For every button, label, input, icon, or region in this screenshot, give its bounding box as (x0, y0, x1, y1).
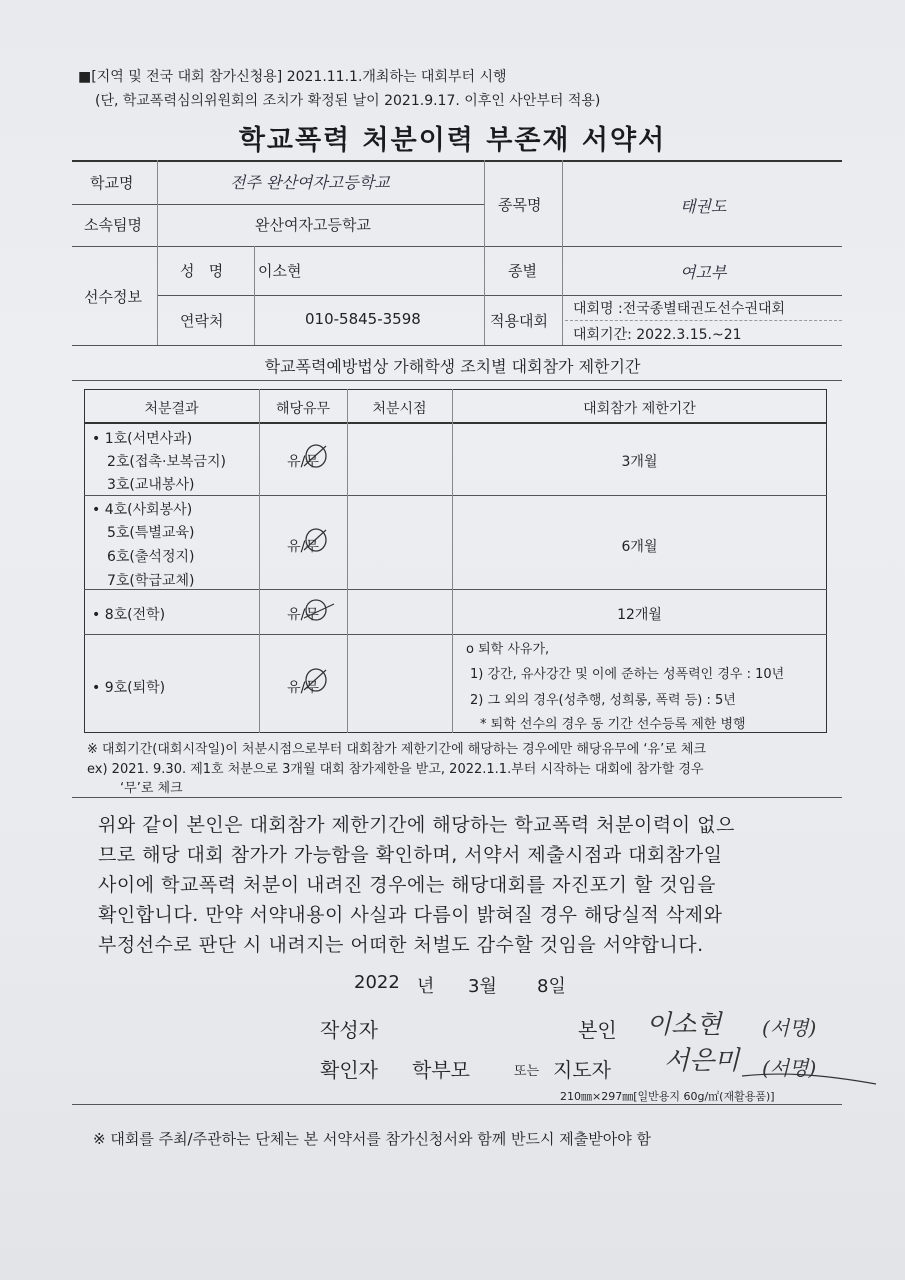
date-year-unit: 년 (417, 976, 435, 997)
col-header-period: 대회참가 제한기간 (583, 401, 696, 417)
event-period: 대회기간: 2022.3.15.~21 (573, 327, 742, 343)
name-value: 이소현 (258, 262, 302, 280)
info-row-divider-2 (72, 246, 842, 247)
row1-item-2: 2호(접촉·보복금지) (107, 454, 226, 470)
self-label: 본인 (578, 1018, 617, 1042)
row3-check-mark (300, 594, 340, 624)
self-signature: 이소현 (646, 1010, 722, 1040)
restriction-header-divider (84, 422, 827, 424)
event-dotted-divider (565, 320, 842, 321)
team-label: 소속팀명 (84, 216, 142, 234)
contact-label: 연락처 (180, 312, 224, 330)
pledge-line-5: 부정선수로 판단 시 내려지는 어떠한 처벌도 감수할 것임을 서약합니다. (98, 934, 704, 956)
author-label: 작성자 (320, 1018, 378, 1042)
info-col-1 (157, 160, 158, 345)
paper-spec: 210㎜×297㎜[일반용지 60g/㎡(재활용품)] (560, 1090, 775, 1103)
pledge-line-3: 사이에 학교폭력 처분이 내려진 경우에는 해당대회를 자진포기 할 것임을 (98, 874, 716, 896)
row3-period: 12개월 (617, 607, 662, 623)
col-header-result: 처분결과 (144, 401, 199, 417)
header-line-2: (단, 학교폭력심의위원회의 조치가 확정된 날이 2021.9.17. 이후인 사안부터 적용) (95, 93, 601, 109)
event-label: 적용대회 (490, 312, 548, 330)
note-line-2: ex) 2021. 9.30. 제1호 처분으로 3개월 대회 참가제한을 받고, 2022.1.1.부터 시작하는 대회에 참가할 경우 (87, 762, 704, 777)
row4-period-line-1: o 퇴학 사유가, (466, 642, 550, 657)
coach-label: 지도자 (553, 1058, 611, 1082)
restriction-col-2 (347, 389, 348, 733)
info-col-4 (562, 160, 563, 345)
coach-seal: (서명) (762, 1056, 817, 1080)
category-label: 종별 (508, 262, 537, 280)
coach-signature: 서은미 (664, 1046, 740, 1076)
info-col-2 (254, 246, 255, 345)
restriction-col-3 (452, 389, 453, 733)
confirm-label: 확인자 (320, 1058, 378, 1082)
row4-status: 유/무 (287, 680, 319, 696)
or-label: 또는 (514, 1064, 540, 1079)
info-bottom-border (72, 345, 842, 346)
row2-check-mark (300, 524, 334, 554)
col-header-applicable: 해당유무 (275, 401, 331, 417)
footer-divider (72, 1104, 842, 1105)
notes-bottom-border (72, 797, 842, 798)
row4-check-mark (300, 664, 334, 694)
row2-item-3: 6호(출석정지) (107, 549, 195, 565)
pledge-line-4: 확인합니다. 만약 서약내용이 사실과 다름이 밝혀질 경우 해당실적 삭제와 (98, 904, 723, 926)
row4-item-1: • 9호(퇴학) (92, 680, 166, 696)
restriction-title-underline (72, 380, 842, 381)
row3-item-1: • 8호(전학) (92, 607, 166, 623)
row1-item-3: 3호(교내봉사) (107, 477, 195, 493)
restriction-row-divider-2 (84, 589, 827, 590)
info-row-divider-3 (157, 295, 842, 296)
category-value: 여고부 (680, 263, 727, 282)
row2-item-4: 7호(학급교체) (107, 573, 195, 589)
row2-item-1: • 4호(사회봉사) (92, 502, 193, 518)
header-line-1: ■[지역 및 전국 대회 참가신청용] 2021.11.1.개최하는 대회부터 시행 (78, 69, 507, 85)
event-name: 대회명 :전국종별태권도선수권대회 (573, 301, 786, 317)
row4-period-line-4: * 퇴학 선수의 경우 동 기간 선수등록 제한 병행 (480, 717, 746, 732)
row2-status: 유/무 (287, 539, 319, 555)
col-header-timing: 처분시점 (372, 401, 427, 417)
team-value: 완산여자고등학교 (255, 216, 371, 234)
date-day: 8일 (537, 976, 566, 997)
restriction-title: 학교폭력예방법상 가해학생 조치별 대회참가 제한기간 (264, 357, 641, 376)
note-line-1: ※ 대회기간(대회시작일)이 처분시점으로부터 대회참가 제한기간에 해당하는 경우에만 해당유무에 ‘유’로 체크 (87, 742, 707, 757)
row2-item-2: 5호(특별교육) (107, 525, 195, 541)
row4-period-line-3: 2) 그 외의 경우(성추행, 성희롱, 폭력 등) : 5년 (470, 693, 736, 708)
footer-note: ※ 대회를 주최/주관하는 단체는 본 서약서를 참가신청서와 함께 반드시 제출받아야 함 (93, 1130, 651, 1148)
sport-value: 태권도 (680, 197, 727, 216)
pledge-line-1: 위와 같이 본인은 대회참가 제한기간에 해당하는 학교폭력 처분이력이 없으 (98, 814, 735, 836)
document-title: 학교폭력 처분이력 부존재 서약서 (238, 125, 667, 156)
row1-check-mark (300, 440, 334, 470)
date-year: 2022 (354, 972, 400, 993)
pledge-line-2: 므로 해당 대회 참가가 가능함을 확인하며, 서약서 제출시점과 대회참가일 (98, 844, 723, 866)
info-row-divider-1 (72, 204, 484, 205)
contact-value: 010-5845-3598 (305, 310, 421, 328)
sport-label: 종목명 (498, 196, 542, 214)
school-value: 전주 완산여자고등학교 (230, 173, 390, 192)
note-line-3: ‘무’로 체크 (120, 781, 183, 796)
school-label: 학교명 (90, 174, 134, 192)
row4-period-line-2: 1) 강간, 유사강간 및 이에 준하는 성폭력인 경우 : 10년 (470, 667, 785, 682)
row1-status: 유/무 (287, 454, 319, 470)
row1-item-1: • 1호(서면사과) (92, 431, 193, 447)
name-label: 성 명 (180, 262, 224, 280)
parent-label: 학부모 (412, 1058, 470, 1082)
restriction-row-divider-3 (84, 634, 827, 635)
info-col-3 (484, 160, 485, 345)
row2-period: 6개월 (621, 539, 658, 555)
row1-period: 3개월 (621, 454, 658, 470)
self-seal: (서명) (762, 1016, 817, 1040)
date-month: 3월 (468, 976, 497, 997)
player-info-label: 선수정보 (84, 288, 142, 306)
row3-status: 유/무 (287, 607, 319, 623)
pledge-paragraph (98, 810, 838, 960)
restriction-row-divider-1 (84, 495, 827, 496)
info-top-border (72, 160, 842, 162)
